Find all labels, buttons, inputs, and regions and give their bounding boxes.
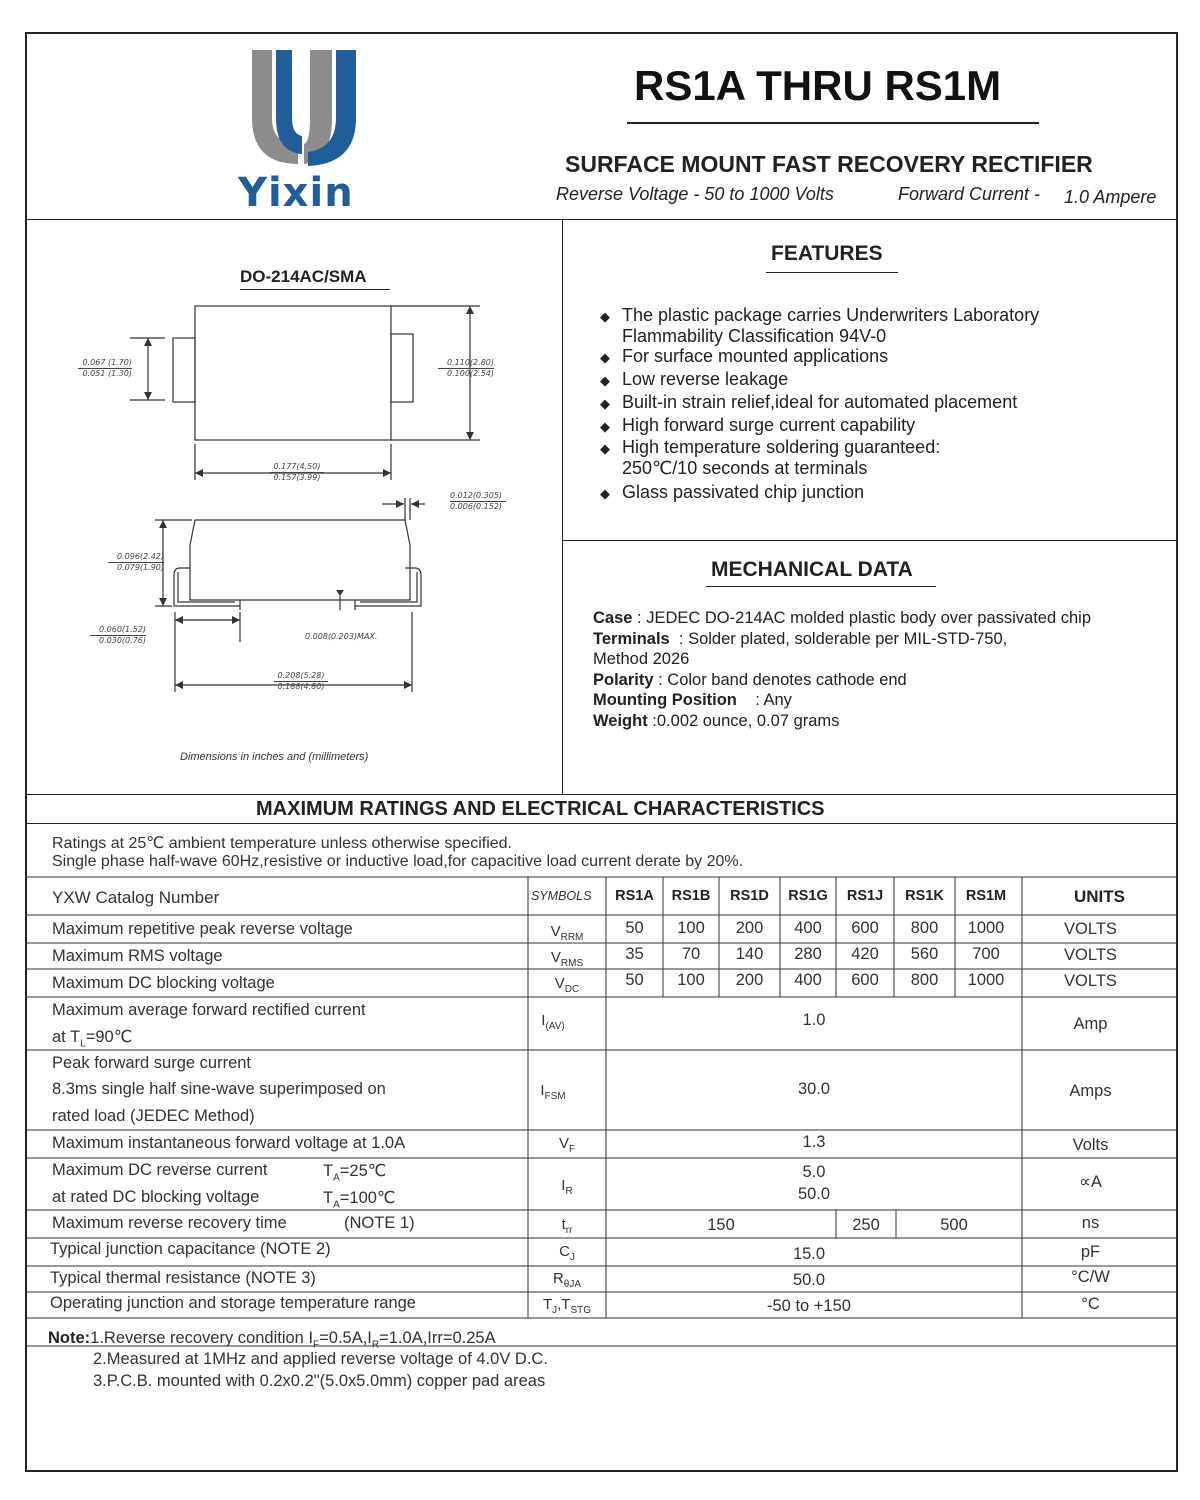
logo-wordmark: Yixin [238, 170, 354, 216]
unit-vdc: VOLTS [1064, 972, 1117, 990]
unit-vrrm: VOLTS [1064, 920, 1117, 938]
cell-vrms: 280 [794, 945, 822, 963]
unit-rth: °C/W [1071, 1268, 1110, 1286]
part-header: RS1K [905, 888, 944, 904]
cell-vdc: 100 [677, 971, 705, 989]
features-heading: FEATURES [771, 242, 883, 265]
row-label-iav: Maximum average forward rectified current [52, 1001, 366, 1019]
row-label-temp: Operating junction and storage temperature range [50, 1294, 416, 1312]
bullet-icon: ◆ [600, 418, 610, 434]
bullet-icon: ◆ [600, 395, 610, 411]
dim-body-width: 0.177(4.50) 0.157(3.99) [270, 462, 324, 483]
part-header: RS1D [730, 888, 769, 904]
dim-lead-thickness: 0.012(0.305) 0.006(0.152) [450, 491, 506, 512]
mechanical-data: Case : JEDEC DO-214AC molded plastic body over passivated chip Terminals : Solder plated, solderable per MIL-STD-750, Method 2026 Polarity : Color band denotes cathode end Mounting Position : Any Weight :0.002 ounce, 0.07 grams [593, 609, 1092, 730]
cell-vdc: 1000 [967, 971, 1005, 989]
symbol-vrms: $V_{RMS}$ [550, 949, 584, 969]
unit-ifsm: Amps [1069, 1082, 1112, 1100]
part-header: RS1M [965, 888, 1007, 904]
units-header: UNITS [1074, 887, 1125, 906]
part-header: RS1G [788, 888, 828, 904]
unit-trr: ns [1081, 1214, 1100, 1232]
unit-cj: pF [1080, 1243, 1101, 1261]
value-temp: -50 to +150 [767, 1297, 851, 1315]
symbol-vdc: $V_{DC}$ [554, 975, 580, 995]
cell-vrms: 35 [625, 945, 644, 963]
part-header: RS1A [615, 888, 654, 904]
note-1: Note:1.Reverse recovery condition $I_F=0.5A,I_R=1.0A,Irr=0.25A$ [48, 1329, 496, 1351]
row-label-ifsm: Peak forward surge current [52, 1054, 252, 1072]
bullet-icon: ◆ [600, 485, 610, 501]
note-2: 2.Measured at 1MHz and applied reverse voltage of 4.0V D.C. [93, 1350, 548, 1368]
symbol-cj: $C_J$ [559, 1243, 575, 1263]
row-label-vrrm: Maximum repetitive peak reverse voltage [52, 920, 353, 938]
bullet-icon: ◆ [600, 350, 610, 366]
cell-vdc: 50 [625, 971, 644, 989]
cell-vrms: 70 [681, 945, 701, 963]
cell-vrrm: 200 [735, 919, 764, 937]
value-vf: 1.3 [802, 1133, 826, 1151]
trr-note: (NOTE 1) [344, 1214, 415, 1232]
package-name: DO-214AC/SMA [240, 267, 367, 286]
symbol-ifsm: $I_{FSM}$ [540, 1082, 566, 1102]
dim-standoff: 0.008(0.203)MAX. [305, 632, 378, 641]
row-label-cj: Typical junction capacitance (NOTE 2) [50, 1240, 331, 1258]
row-label-trr: Maximum reverse recovery time [52, 1214, 287, 1232]
bullet-icon: ◆ [600, 441, 610, 457]
ratings-note-1: Ratings at 25℃ ambient temperature unless otherwise specified. [52, 835, 512, 852]
unit-vrms: VOLTS [1064, 946, 1117, 964]
list-item: ◆ Low reverse leakage [600, 369, 1160, 392]
cell-vrms: 700 [972, 945, 1000, 963]
row-label-vf: Maximum instantaneous forward voltage at 1.0A [52, 1134, 406, 1152]
row-label-vrms: Maximum RMS voltage [52, 947, 223, 965]
cell-vdc: 400 [794, 971, 822, 989]
cell-vrrm: 1000 [967, 919, 1005, 937]
value-ir-100: 50.0 [797, 1185, 831, 1203]
part-header: RS1J [846, 888, 884, 904]
list-item: ◆ High temperature soldering guaranteed: 250℃/10 seconds at terminals [600, 437, 941, 478]
cell-vrrm: 50 [625, 919, 644, 937]
ratings-note-2: Single phase half-wave 60Hz,resistive or inductive load,for capacitive load current derate by 20%. [52, 853, 744, 870]
row-label-iav-cond: at $T_L=90℃$ [52, 1028, 133, 1050]
symbol-rth: $R_{\theta JA}$ [552, 1270, 582, 1290]
cell-vrms: 560 [910, 945, 939, 963]
cell-vdc: 200 [735, 971, 764, 989]
value-trr: 250 [852, 1216, 880, 1234]
list-item: ◆ Built-in strain relief,ideal for automated placement [600, 392, 1160, 415]
value-trr: 150 [707, 1216, 735, 1234]
symbols-label: SYMBOLS [531, 889, 592, 903]
mechanical-heading: MECHANICAL DATA [711, 558, 913, 581]
symbol-vf: $V_F$ [558, 1135, 576, 1155]
list-item: ◆ High forward surge current capability [600, 415, 1160, 438]
symbol-ir: $I_R$ [561, 1177, 573, 1197]
ir-condition-25: $T_A=25℃$ [323, 1162, 387, 1184]
reverse-voltage-line: Reverse Voltage - 50 to 1000 Volts [556, 184, 834, 204]
bullet-icon: ◆ [600, 373, 610, 389]
cell-vdc: 600 [851, 971, 879, 989]
note-3: 3.P.C.B. mounted with 0.2x0.2"(5.0x5.0mm) copper pad areas [93, 1372, 546, 1390]
dim-body-height: 0.110(2.80) 0.100(2.54) [438, 358, 494, 379]
dim-total-width: 0.208(5.28) 0.188(4.80) [274, 671, 328, 692]
forward-current-label: Forward Current - [898, 184, 1041, 204]
row-label-ir-2: at rated DC blocking voltage [52, 1188, 260, 1206]
symbol-temp: $T_J,T_{STG}$ [542, 1296, 592, 1316]
cell-vrrm: 400 [794, 919, 822, 937]
cell-vdc: 800 [910, 971, 939, 989]
row-label-rth: Typical thermal resistance (NOTE 3) [50, 1269, 316, 1287]
cell-vrrm: 600 [851, 919, 879, 937]
dim-foot-length: 0.060(1.52) 0.030(0.76) [90, 625, 146, 646]
value-iav: 1.0 [802, 1011, 826, 1029]
value-ifsm: 30.0 [797, 1080, 831, 1098]
bullet-icon: ◆ [600, 309, 610, 324]
symbol-trr: $t_{rr}$ [561, 1216, 573, 1236]
unit-iav: Amp [1073, 1015, 1108, 1033]
row-label-ifsm-2: 8.3ms single half sine-wave superimposed on [52, 1080, 386, 1098]
list-item: ◆ Glass passivated chip junction [600, 482, 1160, 505]
unit-temp: °C [1081, 1295, 1100, 1313]
cell-vrrm: 100 [677, 919, 705, 937]
unit-ir: ∝A [1079, 1173, 1102, 1191]
forward-current-value: 1.0 Ampere [1064, 187, 1157, 207]
page-subtitle: SURFACE MOUNT FAST RECOVERY RECTIFIER [565, 151, 1093, 177]
package-footnote: Dimensions in inches and (millimeters) [180, 751, 369, 763]
unit-vf: Volts [1072, 1136, 1109, 1154]
symbol-iav: $I_{(AV)}$ [541, 1012, 565, 1032]
row-label-ir: Maximum DC reverse current [52, 1161, 268, 1179]
value-ir-25: 5.0 [802, 1163, 826, 1181]
value-rth: 50.0 [792, 1271, 826, 1289]
value-cj: 15.0 [792, 1245, 826, 1263]
page-title: RS1A THRU RS1M [634, 62, 1002, 109]
part-header: RS1B [671, 888, 711, 904]
row-label-ifsm-3: rated load (JEDEC Method) [52, 1107, 255, 1125]
list-item: ◆ The plastic package carries Underwriters Laboratory Flammability Classification 94V-0 [600, 305, 1040, 346]
row-label-vdc: Maximum DC blocking voltage [52, 974, 275, 992]
symbol-vrrm: $V_{RRM}$ [550, 923, 584, 943]
value-trr: 500 [940, 1216, 968, 1234]
catalog-number-label: YXW Catalog Number [52, 888, 220, 907]
ir-condition-100: $T_A=100℃$ [323, 1189, 396, 1211]
cell-vrms: 140 [735, 945, 764, 963]
dim-lead-height: 0.067 (1.70) 0.051 (1.30) [78, 358, 132, 379]
cell-vrrm: 800 [910, 919, 939, 937]
list-item: ◆ For surface mounted applications [600, 346, 1160, 369]
dim-body-side-height: 0.096(2.42) 0.079(1.90) [108, 552, 164, 573]
ratings-heading: MAXIMUM RATINGS AND ELECTRICAL CHARACTERISTICS [256, 798, 825, 820]
cell-vrms: 420 [851, 945, 879, 963]
